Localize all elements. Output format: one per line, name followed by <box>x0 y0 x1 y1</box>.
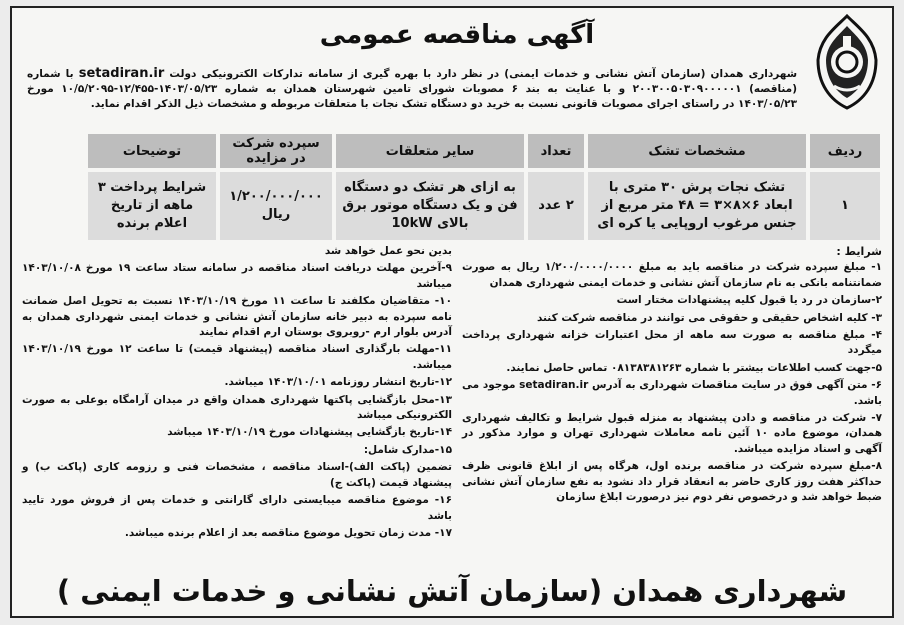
table-row <box>88 172 880 240</box>
cell-accessories: به ازای هر تشک دو دستگاه فن و یک دستگاه موتور برق بالای 10kW <box>336 172 524 240</box>
condition-item: تضمین (پاکت الف)-اسناد مناقصه ، مشخصات فنی و رزومه کاری (پاکت ب) و پیشنهاد قیمت (پاکت ج) <box>22 461 452 489</box>
cell-quantity: ۲ عدد <box>528 172 584 240</box>
footer-issuer: شهرداری همدان (سازمان آتش نشانی و خدمات ایمنی ) <box>56 574 848 608</box>
condition-item: ۱۵-مدارک شامل: <box>363 443 452 456</box>
condition-item: ۱۳-محل بازگشایی پاکتها شهرداری همدان واقع در میدان آرامگاه بوعلی به صورت الکترونیکی میباشد <box>22 393 452 422</box>
condition-item: ۴- مبلغ مناقصه به صورت سه ماهه از محل اعتبارات خزانه شهرداری پرداخت میگردد <box>462 329 882 357</box>
header-notes: توضیحات <box>88 134 216 168</box>
condition-item: ۱- مبلغ سپرده شرکت در مناقصه باید به مبلغ ۱/۲۰۰/۰۰۰۰/۰۰۰۰ ریال به صورت ضمانتنامه بانکی به نام سازمان آتش نشانی و خدمات ایمنی شهرداری همدان <box>462 261 882 289</box>
cell-row-number: ۱ <box>810 172 880 240</box>
conditions-title: شرایط : <box>836 245 882 258</box>
header-deposit: سپرده شرکت در مزایده <box>220 134 332 168</box>
conditions-left-column <box>22 244 452 543</box>
site-link[interactable]: setadiran.ir <box>78 66 165 81</box>
tender-notice <box>10 6 894 618</box>
condition-item: ۱۱-مهلت بارگذاری اسناد مناقصه (پیشنهاد قیمت) تا ساعت ۱۲ مورخ ۱۴۰۳/۱۰/۱۹ میباشد. <box>22 343 453 371</box>
condition-item: ۷- شرکت در مناقصه و دادن پیشنهاد به منزله قبول شرایط و تکالیف شهرداری همدان، موضوع ماده ۱۰ آئین نامه معاملات شهرداری تهران و موارد مذکور در آگهی و اسناد مزایده میباشد. <box>462 412 882 455</box>
header-quantity: تعداد <box>528 134 584 168</box>
cell-deposit: ۱/۲۰۰/۰۰۰/۰۰۰ ریال <box>220 172 332 240</box>
municipality-logo-icon <box>814 14 880 110</box>
items-table <box>84 130 884 244</box>
intro-paragraph <box>27 66 797 112</box>
condition-item: ۶- متن آگهی فوق در سایت مناقصات شهرداری به آدرس setadiran.ir موجود می باشد. <box>462 379 882 407</box>
condition-item: ۳- کلیه اشخاص حقیقی و حقوقی می توانند در مناقصه شرکت کنند <box>536 311 882 324</box>
conditions-right-column <box>462 244 882 508</box>
condition-item: ۹-آخرین مهلت دریافت اسناد مناقصه در سامانه ستاد ساعت ۱۹ مورخ ۱۴۰۳/۱۰/۰۸ میباشد <box>22 262 452 290</box>
page-title: آگهی مناقصه عمومی <box>319 20 595 50</box>
condition-item: بدین نحو عمل خواهد شد <box>324 245 452 257</box>
condition-item: ۱۷- مدت زمان تحویل موضوع مناقصه بعد از اعلام برنده میباشد. <box>124 526 452 539</box>
condition-item: ۱۶- موضوع مناقصه میبایستی دارای گارانتی و خدمات پس از فروش مورد تایید باشد <box>22 494 452 522</box>
condition-item: ۱۲-تاریخ انتشار روزنامه ۱۴۰۳/۱۰/۰۱ میباشد. <box>224 376 452 389</box>
condition-item: ۵-جهت کسب اطلاعات بیشتر با شماره ۰۸۱۳۸۳۸۱۲۶۳ تماس حاصل نمایند. <box>506 361 882 374</box>
cell-notes: شرایط پرداخت ۳ ماهه از تاریخ اعلام برنده <box>88 172 216 240</box>
header-mattress-spec: مشخصات تشک <box>588 134 806 168</box>
cell-mattress-spec: تشک نجات پرش ۳۰ متری با ابعاد ۶×۸×۳ = ۴۸ متر مربع از جنس مرغوب اروپایی یا کره ای <box>588 172 806 240</box>
intro-text-a: شهرداری همدان (سازمان آتش نشانی و خدمات ایمنی) در نظر دارد با بهره گیری از سامانه تدارکات الکترونیکی دولت <box>169 68 798 80</box>
header-accessories: سایر متعلقات <box>336 134 524 168</box>
condition-item: ۱۴-تاریخ بازگشایی پیشنهادات مورخ ۱۴۰۳/۱۰/۱۹ میباشد <box>167 426 452 439</box>
condition-item: ۸-مبلغ سپرده شرکت در مناقصه برنده اول، هرگاه پس از ابلاغ قانونی ظرف حداکثر هفت روز کاری حاضر به انعقاد قرار داد نشود به نفع سازمان آتش نشانی ضبط خواهد شد و درخصوص نفر دوم نیز درصورت ابلاغ سازمان <box>462 460 882 504</box>
condition-item: ۲-سازمان در رد یا قبول کلیه پیشنهادات مختار است <box>616 294 882 307</box>
intro-text-b: با شماره (مناقصه) ۲۰۰۳۰۰۵۰۳۰۹۰۰۰۰۰۱ و با عنایت به بند ۶ مصوبات شورای تامین شهرستان همدان به شماره ۱۴۰۳/۰۵/۲۳-۱۲/۴۵۵-۱۰/۵/۲۰۹۵ مورخ ۱۴۰۳/۰۵/۲۳ در راستای اجرای مصوبات قانونی نسبت به خرید دو دستگاه تشک نجات با متعلقات مربوطه و مشخصات ذیل الذکر اقدام نماید. <box>27 68 797 110</box>
header-row-number: ردیف <box>810 134 880 168</box>
condition-item: ۱۰- متقاضیان مکلفند تا ساعت ۱۱ مورخ ۱۴۰۳/۱۰/۱۹ نسبت به تحویل اصل ضمانت نامه سپرده به دبیر خانه سازمان آتش نشانی و خدمات ایمنی شهرداری همدان به آدرس بلوار ارم -روبروی بوستان ارم اقدام نمایند <box>22 295 452 339</box>
table-header-row <box>88 134 880 168</box>
